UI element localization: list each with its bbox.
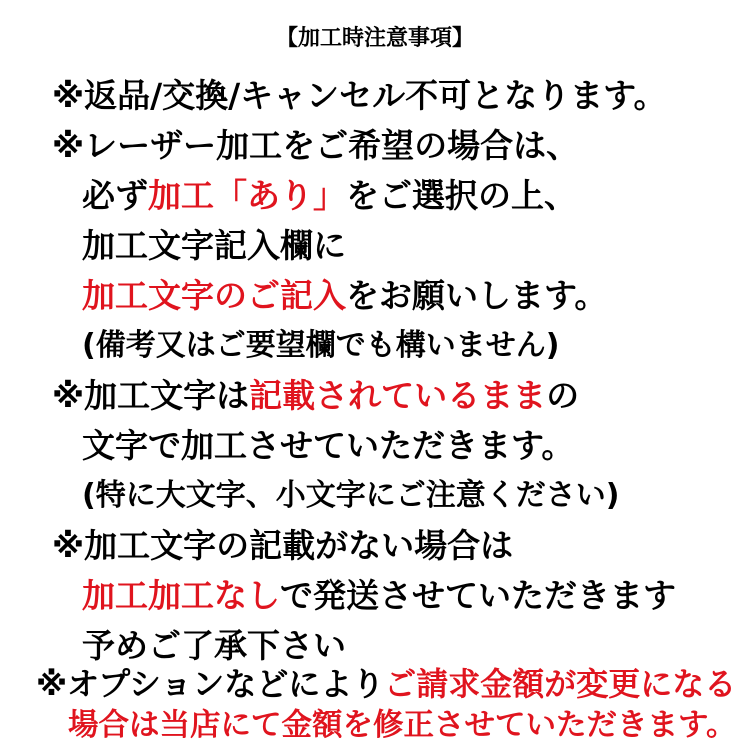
note-price-change (36, 664, 736, 704)
note-highlight: 加工「あり」 (148, 176, 346, 215)
note-entry-field: 加工文字記入欄に (82, 226, 346, 265)
note-text: ※加工文字は (52, 376, 250, 415)
note-no-text-given: ※加工文字の記載がない場合は (52, 526, 514, 565)
note-price-correction: 場合は当店にて金額を修正させていただきます。 (68, 708, 737, 743)
note-text: をご選択の上、 (346, 176, 577, 215)
note-no-returns: ※返品/交換/キャンセル不可となります。 (52, 76, 667, 115)
note-engrave-as-written (52, 376, 579, 416)
page-title: 【加工時注意事項】 (275, 26, 474, 51)
note-text: ※オプションなどにより (36, 665, 385, 703)
note-engrave-text: 文字で加工させていただきます。 (82, 426, 575, 465)
note-highlight: ご請求金額が変更になる (384, 665, 737, 703)
note-text: で発送させていただきます (280, 576, 676, 615)
note-laser-request: ※レーザー加工をご希望の場合は、 (52, 126, 580, 165)
note-highlight: 記載されているまま (249, 376, 547, 415)
note-remarks-ok: (備考又はご要望欄でも構いません) (82, 328, 560, 363)
note-highlight: 加工文字のご記入 (82, 276, 346, 315)
note-text: の (546, 376, 580, 415)
note-highlight: 加工加工なし (82, 576, 280, 615)
note-case-caution: (特に大文字、小文字にご注意ください) (82, 478, 620, 513)
note-text: をお願いします。 (346, 276, 608, 315)
note-select-engraving (82, 176, 577, 216)
note-enter-text (82, 276, 607, 316)
note-text: 必ず (82, 176, 148, 215)
note-please-understand: 予めご了承下さい (82, 626, 346, 665)
note-ship-without-engraving (82, 576, 676, 616)
